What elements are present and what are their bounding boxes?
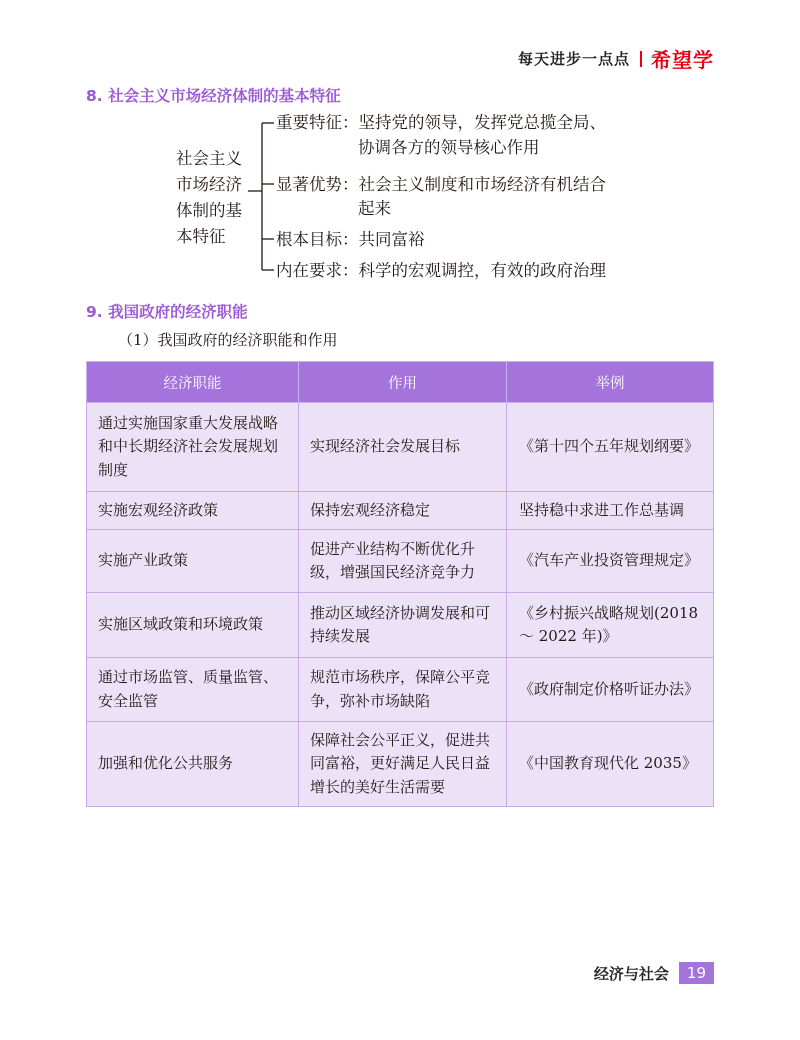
table-cell: 规范市场秩序，保障公平竞争，弥补市场缺陷: [299, 658, 507, 722]
table-cell: 保障社会公平正义，促进共同富裕，更好满足人民日益增长的美好生活需要: [299, 722, 507, 807]
brand-logo: 希望学: [651, 48, 714, 72]
table-row: [87, 593, 714, 658]
table-row: [87, 530, 714, 593]
tree-root-line: 社会主义: [176, 149, 242, 168]
column-header-example: 举例: [507, 362, 714, 403]
branch-important-feature-cont: 协调各方的领导核心作用: [358, 138, 540, 157]
page-number-badge: 19: [679, 962, 714, 984]
table-cell: 实现经济社会发展目标: [299, 403, 507, 492]
table-cell: 《中国教育现代化 2035》: [507, 722, 714, 807]
table-cell: 实施产业政策: [87, 530, 299, 593]
table-row: [87, 403, 714, 492]
table-cell: 通过市场监管、质量监管、安全监管: [87, 658, 299, 722]
tree-root-line: 本特征: [176, 227, 226, 246]
economic-functions-table: [86, 361, 714, 807]
table-cell: 《汽车产业投资管理规定》: [507, 530, 714, 593]
section-9-subtitle: （1）我国政府的经济职能和作用: [118, 331, 338, 349]
table-cell: 加强和优化公共服务: [87, 722, 299, 807]
column-header-function: 经济职能: [87, 362, 299, 403]
tree-root-line: 市场经济: [176, 175, 242, 194]
table-cell: 推动区域经济协调发展和可持续发展: [299, 593, 507, 658]
table-cell: 促进产业结构不断优化升级，增强国民经济竞争力: [299, 530, 507, 593]
table-row: [87, 658, 714, 722]
table-cell: 实施区域政策和环境政策: [87, 593, 299, 658]
branch-notable-advantage-cont: 起来: [358, 199, 391, 218]
branch-inherent-requirement: 内在要求：科学的宏观调控，有效的政府治理: [276, 261, 606, 280]
table-cell: 保持宏观经济稳定: [299, 492, 507, 530]
table-cell: 《乡村振兴战略规划(2018 ～ 2022 年)》: [507, 593, 714, 658]
section-8-title: 8. 社会主义市场经济体制的基本特征: [86, 87, 341, 105]
header-slogan: 每天进步一点点: [517, 50, 630, 68]
table-row: [87, 722, 714, 807]
column-header-role: 作用: [299, 362, 507, 403]
book-title: 经济与社会: [593, 964, 669, 983]
table-cell: 实施宏观经济政策: [87, 492, 299, 530]
branch-notable-advantage: 显著优势：社会主义制度和市场经济有机结合: [276, 175, 606, 194]
section-9-title: 9. 我国政府的经济职能: [86, 303, 248, 321]
table-cell: 坚持稳中求进工作总基调: [507, 492, 714, 530]
table-cell: 通过实施国家重大发展战略和中长期经济社会发展规划制度: [87, 403, 299, 492]
table-row: [87, 492, 714, 530]
table-cell: 《第十四个五年规划纲要》: [507, 403, 714, 492]
branch-fundamental-goal: 根本目标：共同富裕: [276, 230, 425, 249]
branch-important-feature: 重要特征：坚持党的领导，发挥党总揽全局、: [276, 113, 606, 132]
table-header-row: [87, 362, 714, 403]
table-cell: 《政府制定价格听证办法》: [507, 658, 714, 722]
tree-root-line: 体制的基: [176, 201, 242, 220]
page-footer: [594, 962, 714, 984]
